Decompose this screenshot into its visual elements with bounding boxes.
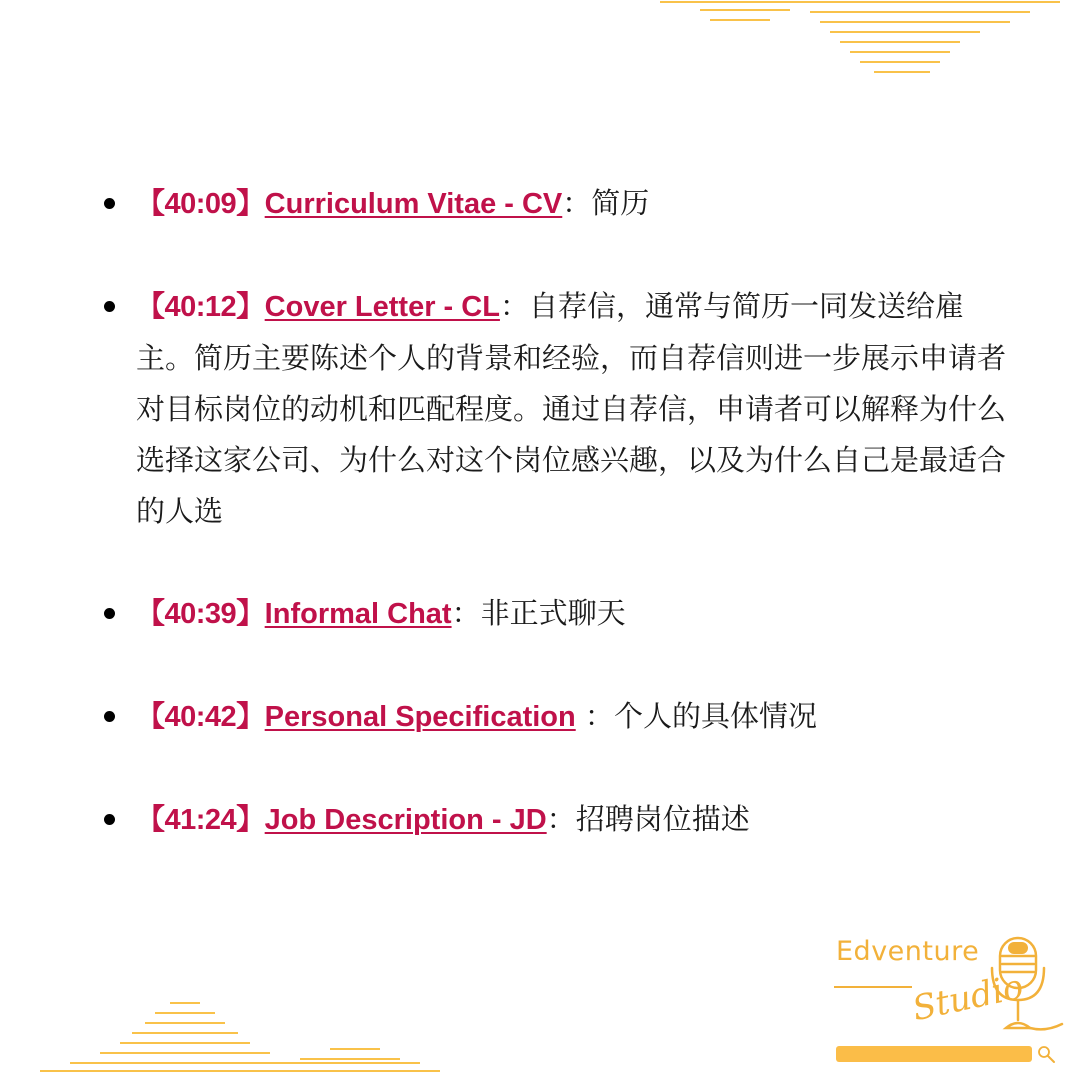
separator: ： <box>562 186 592 220</box>
edventure-studio-logo <box>826 930 1066 1070</box>
term-link-personal-specification[interactable]: Personal Specification <box>264 701 576 733</box>
glossary-item-informal-chat <box>100 588 1010 640</box>
bullet-icon <box>104 608 115 619</box>
timestamp: 【40:42】 <box>136 701 265 733</box>
timestamp: 【40:12】 <box>136 291 265 323</box>
logo-script-text: Studio <box>909 966 1027 1030</box>
glossary-item-personal-specification <box>100 691 1010 743</box>
glossary-list <box>100 178 1010 846</box>
search-bar-decoration <box>836 1046 1032 1062</box>
timestamp: 【41:24】 <box>136 804 265 836</box>
bottom-stripes-decoration <box>0 995 440 1080</box>
definition: 非正式聊天 <box>480 596 626 630</box>
bullet-icon <box>104 198 115 209</box>
glossary-item-cv <box>100 178 1010 230</box>
term-link-informal-chat[interactable]: Informal Chat <box>264 598 452 630</box>
term-link-jd[interactable]: Job Description - JD <box>264 804 547 836</box>
term-link-cl[interactable]: Cover Letter - CL <box>264 291 500 323</box>
term-link-cv[interactable]: Curriculum Vitae - CV <box>264 188 563 220</box>
logo-line-decoration <box>834 982 924 992</box>
separator: ： <box>499 289 529 323</box>
separator: ： <box>451 596 481 630</box>
definition: 个人的具体情况 <box>613 699 817 733</box>
definition: 招聘岗位描述 <box>575 802 750 836</box>
microphone-icon <box>984 932 1064 1040</box>
bullet-icon <box>104 814 115 825</box>
timestamp: 【40:09】 <box>136 188 265 220</box>
definition: 简历 <box>591 186 650 220</box>
separator: ： <box>546 802 576 836</box>
timestamp: 【40:39】 <box>136 598 265 630</box>
separator: ： <box>575 699 614 733</box>
definition: 自荐信，通常与简历一同发送给雇主。简历主要陈述个人的背景和经验，而自荐信则进一步展示申请者对目标岗位的动机和匹配程度。通过自荐信，申请者可以解释为什么选择这家公司、为什么对这个岗位感兴趣，以及为什么自己是最适合的人选 <box>136 289 1007 528</box>
glossary-item-cl <box>100 281 1010 537</box>
bullet-icon <box>104 301 115 312</box>
glossary-item-jd <box>100 794 1010 846</box>
search-icon <box>1036 1044 1056 1064</box>
bullet-icon <box>104 711 115 722</box>
logo-brand-text: Edventure <box>836 936 980 967</box>
top-stripes-decoration <box>640 0 1080 80</box>
